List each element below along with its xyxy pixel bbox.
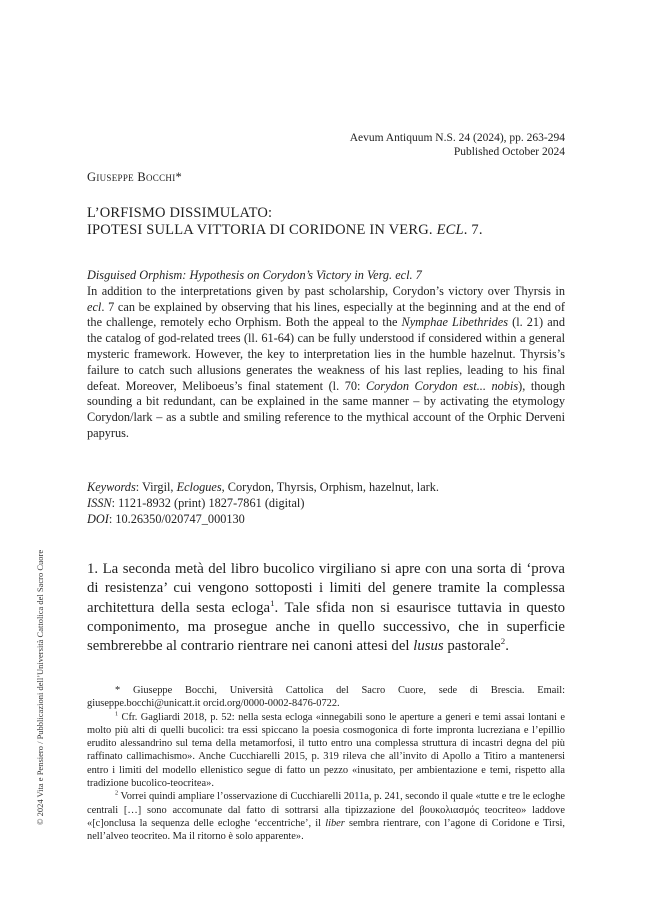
abstract-segment: In addition to the interpretations given by past scholarship, Corydon’s victory over Thyrsis in — [87, 283, 565, 298]
footnote-ref-1[interactable]: 1 — [270, 597, 275, 608]
abstract-segment: . 7 can be explained by observing that his lines, especially at the beginning and at the end of the challenge, remotely echo Orphism. Both the appeal to the — [87, 299, 565, 330]
issn-label: ISSN — [87, 495, 112, 510]
article-title — [87, 205, 567, 239]
author-footnote-marker: * — [175, 170, 183, 184]
footnotes — [87, 684, 565, 844]
footnote-number: 1 — [115, 710, 119, 718]
keywords-line — [87, 480, 565, 496]
footnote-italic: liber — [325, 817, 345, 829]
footnote-author: * Giuseppe Bocchi, Università Cattolica del Sacro Cuore, sede di Brescia. Email: giuseppe.bocchi@unicatt.it orcid.org/0000-0002-8476-0722. — [87, 685, 565, 710]
title-line-2 — [87, 222, 567, 239]
footnote-ref-2[interactable]: 2 — [500, 636, 506, 647]
footnote-text: Cfr. Gagliardi 2018, p. 52: nella sesta ecloga «innegabili sono le aperture a generi e temi assai lontani e molto più alti di quelli bucolici: tra essi spiccano la poesia cosmogonica di forte impronta lucreziana e l’epillio erudito alessandrino sul tema della metamorfosi, il tutto entro una complessa struttura di incastri degna del più raffinato callimachismo». Anche Cucchiarelli 2015, p. 319 rileva che all’invito di Apollo a Titiro a mantenersi entro i limiti del modello ellenistico segue di fatto un pezzo «inusitato, per ambientazione e temi, rispetto alla tradizione bucolico-teocritea». — [87, 711, 565, 790]
footnote-text: sembra rientrare, con l’agone di Coridone e Tirsi, nell’alveo teocriteo. Ma il ritorno è solo apparente». — [87, 817, 565, 843]
publication-date: Published October 2024 — [453, 146, 565, 158]
abstract-italic: ecl — [87, 299, 102, 314]
journal-info — [350, 131, 565, 159]
abstract-italic: Corydon Corydon est... nobis — [365, 378, 519, 393]
abstract-text — [87, 284, 565, 442]
body-segment: . — [505, 638, 509, 655]
title-line-2-italic: ECL — [436, 222, 464, 238]
abstract-segment: (l. 21) and the catalog of god-related trees (ll. 61-64) can be fully understood if considered within a general mysteric framework. However, the key to interpretation lies in the humble hazelnut. Thyrsis’s failure to catch such allusions generates the weakness of his last replies, leading to his final defeat. Moreover, Meliboeus’s final statement (l. 70: — [87, 315, 565, 393]
issn-line — [87, 496, 565, 512]
footnote-2 — [87, 790, 565, 843]
abstract-heading: Disguised Orphism: Hypothesis on Corydon’s Victory in Verg. ecl. 7 — [87, 268, 422, 282]
footnote-1 — [87, 711, 565, 791]
title-line-2-text: IPOTESI SULLA VITTORIA DI CORIDONE IN VERG. — [87, 222, 437, 238]
journal-citation: Aevum Antiquum N.S. 24 (2024), pp. 263-294 — [349, 132, 565, 144]
title-line-1: L’ORFISMO DISSIMULATO: — [87, 205, 273, 221]
keywords-italic: Eclogues — [176, 480, 222, 494]
doi-label: DOI — [87, 511, 109, 526]
title-line-2-end: . 7. — [463, 222, 483, 238]
author-first-name: Giuseppe — [87, 170, 134, 184]
doi-line — [87, 512, 565, 528]
abstract-italic: Nymphae Libethrides — [401, 315, 509, 330]
abstract-segment: ), though sounding a bit redundant, can be explained in the same manner – by activating the etymology Corydon/lark – as a subtle and smiling reference to the mythical account of the Orphic Derveni papyrus. — [87, 378, 565, 440]
keywords-text: , Corydon, Thyrsis, Orphism, hazelnut, lark. — [221, 480, 439, 494]
footnote-text: Vorrei quindi ampliare l’osservazione di Cucchiarelli 2011a, p. 241, secondo il quale «tutte e tre le ecloghe centrali […] sono accomunate dal fatto di sottrarsi alla tipizzazione del βουκολιασμός teocriteo» laddove «[c]onclusa la sequenza delle ecloghe ‘eccentriche’, il — [87, 791, 565, 829]
body-italic: lusus — [413, 638, 444, 655]
author-name — [87, 170, 182, 185]
issn-value: : 1121-8932 (print) 1827-7861 (digital) — [111, 495, 305, 510]
body-segment: . Tale sfida non si esaurisce tuttavia in questo componimento, ma prosegue anche in quello successivo, che in superficie sembrerebbe al contrario rientrare nei canoni attesi del — [87, 599, 565, 655]
body-segment: 1. La seconda metà del libro bucolico virgiliano si apre con una sorta di ‘prova di resistenza’ cui vengono sottoposti i limiti del genere tramite la complessa architettura della sesta ecloga — [87, 561, 565, 616]
doi-value: : 10.26350/020747_000130 — [108, 511, 245, 526]
body-segment: pastorale — [443, 638, 501, 655]
author-last-name: Bocchi — [137, 170, 176, 184]
footnote-number: 2 — [115, 789, 119, 797]
body-paragraph — [87, 560, 565, 656]
keywords-label: Keywords — [87, 480, 136, 494]
keywords-text: : Virgil, — [135, 480, 177, 494]
abstract — [87, 268, 565, 442]
copyright-notice: © 2024 Vita e Pensiero / Pubblicazioni dell’Università Cattolica del Sacro Cuore — [35, 549, 45, 825]
article-metadata — [87, 480, 565, 527]
